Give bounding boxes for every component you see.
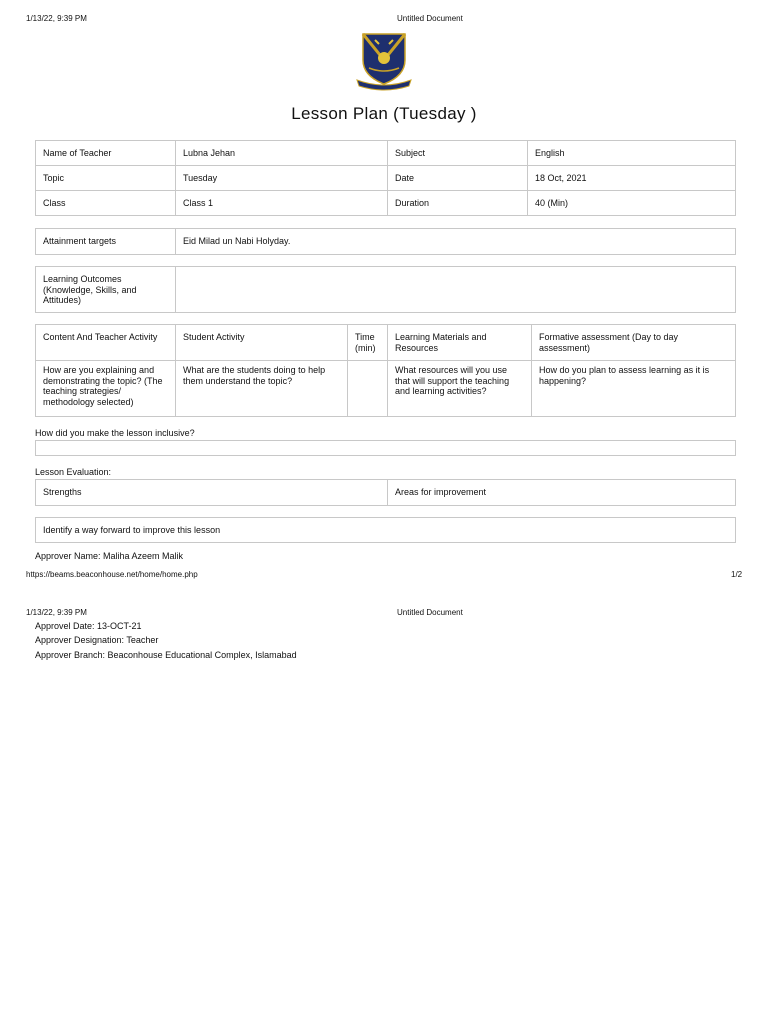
class-value: Class 1 bbox=[176, 191, 388, 216]
table-row bbox=[36, 141, 736, 166]
table-row bbox=[36, 325, 736, 361]
approval-date: Approvel Date: 13-OCT-21 bbox=[35, 621, 142, 631]
student-activity-header: Student Activity bbox=[176, 325, 348, 361]
outcomes-label: Learning Outcomes (Knowledge, Skills, and Attitudes) bbox=[36, 267, 176, 313]
outcomes-value bbox=[176, 267, 736, 313]
header-title: Untitled Document bbox=[397, 14, 463, 23]
outcomes-table bbox=[35, 266, 736, 313]
inclusive-answer-box bbox=[35, 440, 736, 456]
content-activity-cell: How are you explaining and demonstrating the topic? (The teaching strategies/ methodology selected) bbox=[36, 361, 176, 417]
page2-header-title: Untitled Document bbox=[397, 608, 463, 617]
date-label: Date bbox=[388, 166, 528, 191]
approver-name: Approver Name: Maliha Azeem Malik bbox=[35, 551, 184, 561]
formative-cell: How do you plan to assess learning as it is happening? bbox=[532, 361, 736, 417]
footer-url: https://beams.beaconhouse.net/home/home.php bbox=[26, 570, 198, 579]
inclusive-question: How did you make the lesson inclusive? bbox=[35, 428, 195, 438]
activities-table bbox=[35, 324, 736, 417]
table-row bbox=[36, 166, 736, 191]
table-row bbox=[36, 191, 736, 216]
materials-header: Learning Materials and Resources bbox=[388, 325, 532, 361]
evaluation-label: Lesson Evaluation: bbox=[35, 467, 112, 477]
page2-header-datetime: 1/13/22, 9:39 PM bbox=[26, 608, 87, 617]
formative-header: Formative assessment (Day to day assessment) bbox=[532, 325, 736, 361]
subject-value: English bbox=[528, 141, 736, 166]
approver-branch: Approver Branch: Beaconhouse Educational Complex, Islamabad bbox=[35, 650, 297, 660]
teacher-info-table bbox=[35, 140, 736, 216]
table-row bbox=[36, 361, 736, 417]
table-row bbox=[36, 229, 736, 255]
time-cell bbox=[348, 361, 388, 417]
strengths-cell: Strengths bbox=[36, 480, 388, 506]
content-activity-header: Content And Teacher Activity bbox=[36, 325, 176, 361]
evaluation-table bbox=[35, 479, 736, 506]
footer-page-number: 1/2 bbox=[731, 570, 743, 579]
page-title: Lesson Plan (Tuesday ) bbox=[291, 104, 477, 123]
class-label: Class bbox=[36, 191, 176, 216]
materials-cell: What resources will you use that will support the teaching and learning activities? bbox=[388, 361, 532, 417]
table-row bbox=[36, 267, 736, 313]
table-row bbox=[36, 480, 736, 506]
school-crest-icon bbox=[355, 30, 413, 92]
date-value: 18 Oct, 2021 bbox=[528, 166, 736, 191]
topic-label: Topic bbox=[36, 166, 176, 191]
subject-label: Subject bbox=[388, 141, 528, 166]
way-forward-box: Identify a way forward to improve this lesson bbox=[35, 517, 736, 543]
time-header: Time (min) bbox=[348, 325, 388, 361]
duration-value: 40 (Min) bbox=[528, 191, 736, 216]
duration-label: Duration bbox=[388, 191, 528, 216]
improvement-cell: Areas for improvement bbox=[388, 480, 736, 506]
attainment-label: Attainment targets bbox=[36, 229, 176, 255]
attainment-value: Eid Milad un Nabi Holyday. bbox=[176, 229, 736, 255]
header-datetime: 1/13/22, 9:39 PM bbox=[26, 14, 87, 23]
attainment-table bbox=[35, 228, 736, 255]
student-activity-cell: What are the students doing to help them understand the topic? bbox=[176, 361, 348, 417]
teacher-value: Lubna Jehan bbox=[176, 141, 388, 166]
topic-value: Tuesday bbox=[176, 166, 388, 191]
approver-designation: Approver Designation: Teacher bbox=[35, 635, 159, 645]
teacher-label: Name of Teacher bbox=[36, 141, 176, 166]
